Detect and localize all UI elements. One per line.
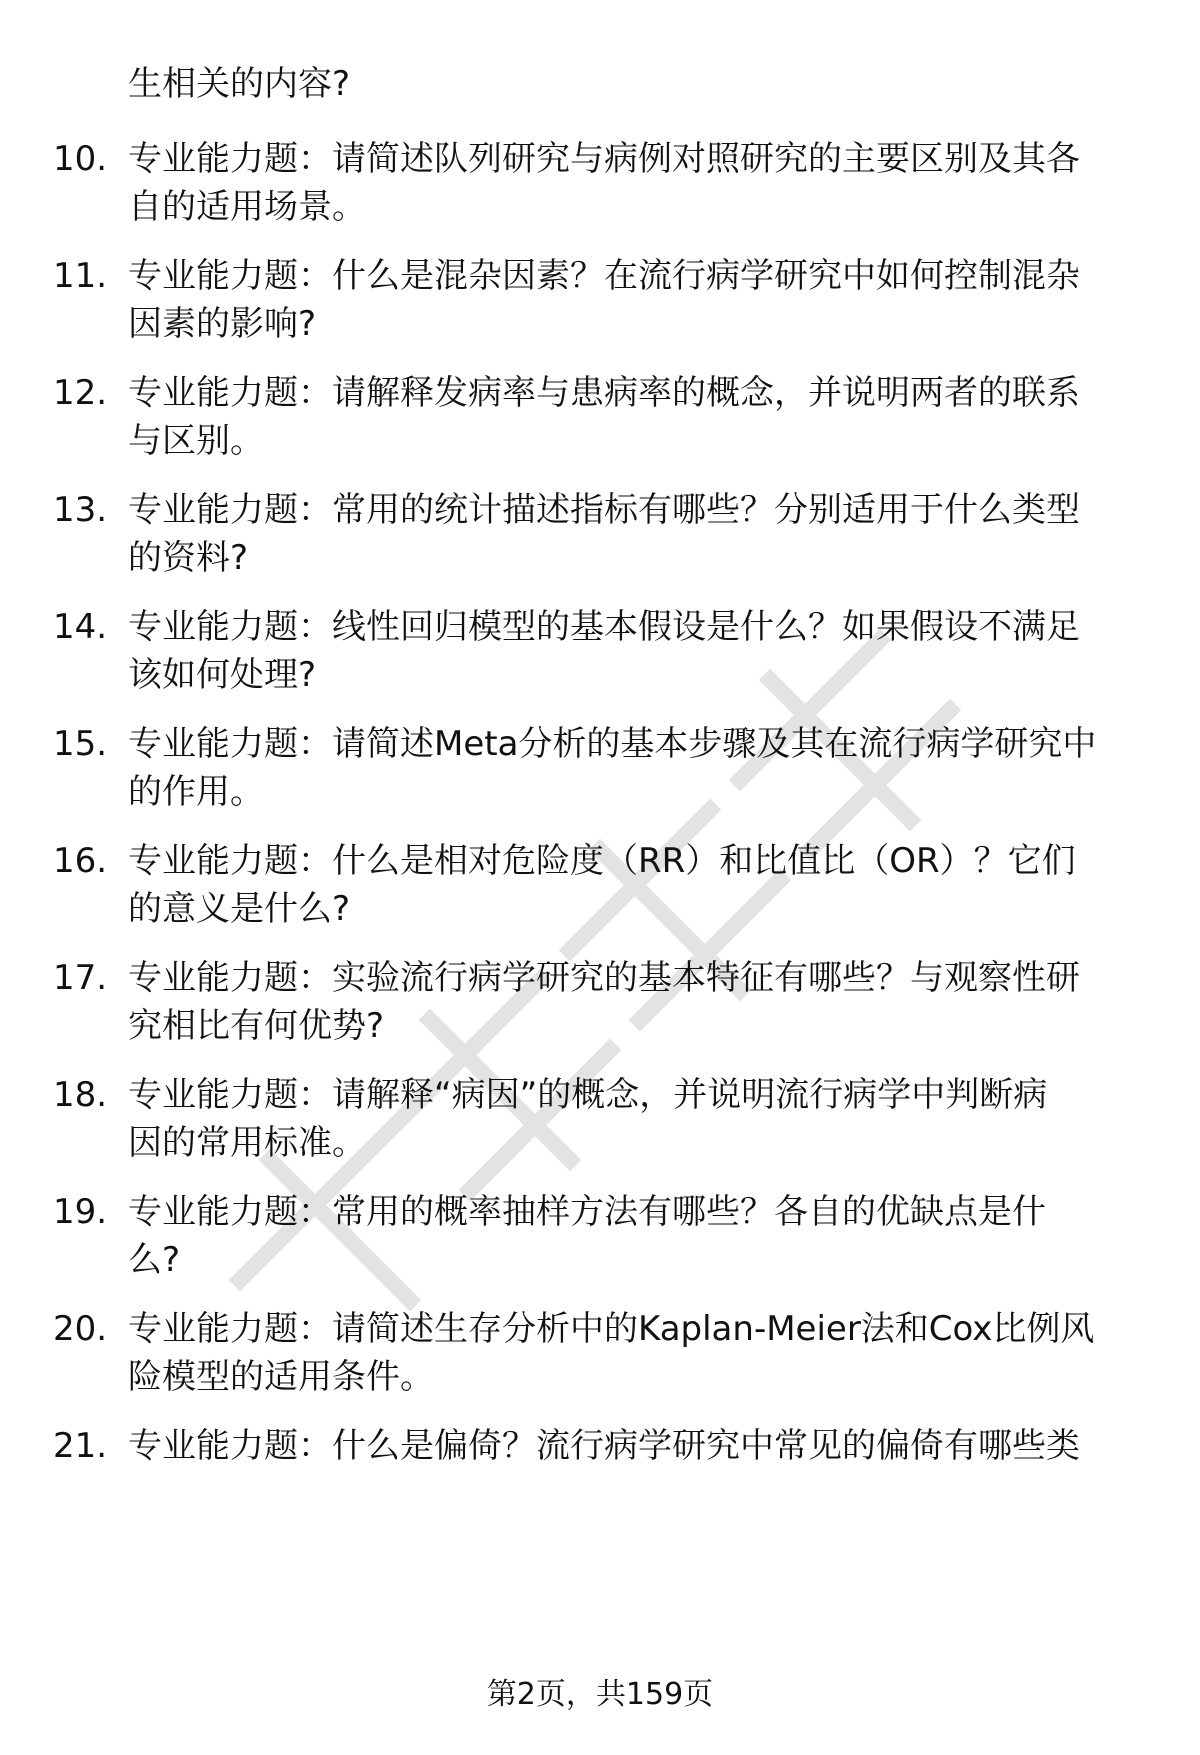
question-number: 17. (53, 958, 108, 998)
question-item (0, 1071, 1200, 1171)
question-item (0, 486, 1200, 586)
question-number: 16. (53, 841, 108, 881)
question-text-line: 专业能力题：实验流行病学研究的基本特征有哪些？与观察性研 (128, 958, 1080, 998)
question-text-line: 险模型的适用条件。 (128, 1357, 434, 1397)
question-text-line: 究相比有何优势? (128, 1006, 385, 1046)
continuation-text: 生相关的内容? (128, 64, 351, 104)
question-text-line: 该如何处理? (128, 655, 317, 695)
question-text-line: 专业能力题：什么是混杂因素？在流行病学研究中如何控制混杂 (128, 256, 1080, 296)
question-text-line: 专业能力题：什么是相对危险度（RR）和比值比（OR）？它们 (128, 841, 1076, 881)
question-text-line: 的资料? (128, 538, 249, 578)
question-text-line: 专业能力题：请解释“病因”的概念，并说明流行病学中判断病 (128, 1075, 1048, 1115)
question-text-line: 专业能力题：请解释发病率与患病率的概念，并说明两者的联系 (128, 373, 1080, 413)
question-text-line: 么? (128, 1240, 181, 1280)
question-text-line: 专业能力题：线性回归模型的基本假设是什么？如果假设不满足 (128, 607, 1080, 647)
question-number: 15. (53, 724, 108, 764)
question-text-line: 专业能力题：什么是偏倚？流行病学研究中常见的偏倚有哪些类 (128, 1426, 1080, 1466)
question-text-line: 因的常用标准。 (128, 1123, 366, 1163)
question-text-line: 与区别。 (128, 421, 264, 461)
question-text-line: 的意义是什么? (128, 889, 351, 929)
question-text-line: 专业能力题：请简述队列研究与病例对照研究的主要区别及其各 (128, 139, 1080, 179)
question-item (0, 837, 1200, 937)
question-number: 21. (53, 1426, 108, 1466)
question-text-line: 的作用。 (128, 772, 264, 812)
question-number: 19. (53, 1192, 108, 1232)
question-number: 13. (53, 490, 108, 530)
question-text-line: 自的适用场景。 (128, 187, 366, 227)
question-number: 10. (53, 139, 108, 179)
question-number: 11. (53, 256, 108, 296)
question-text-line: 因素的影响? (128, 304, 317, 344)
question-item (0, 603, 1200, 703)
question-item (0, 954, 1200, 1054)
question-item (0, 720, 1200, 820)
question-number: 12. (53, 373, 108, 413)
question-item (0, 1188, 1200, 1288)
question-number: 20. (53, 1309, 108, 1349)
question-item (0, 1422, 1200, 1522)
question-number: 18. (53, 1075, 108, 1115)
question-item (0, 252, 1200, 352)
question-text-line: 专业能力题：请简述生存分析中的Kaplan-Meier法和Cox比例风 (128, 1309, 1095, 1349)
question-item (0, 369, 1200, 469)
question-number: 14. (53, 607, 108, 647)
question-text-line: 专业能力题：常用的统计描述指标有哪些？分别适用于什么类型 (128, 490, 1080, 530)
question-text-line: 专业能力题：请简述Meta分析的基本步骤及其在流行病学研究中 (128, 724, 1097, 764)
question-text-line: 专业能力题：常用的概率抽样方法有哪些？各自的优缺点是什 (128, 1192, 1046, 1232)
question-item (0, 135, 1200, 235)
page-footer: 第2页，共159页 (486, 1677, 714, 1712)
question-item (0, 1305, 1200, 1405)
